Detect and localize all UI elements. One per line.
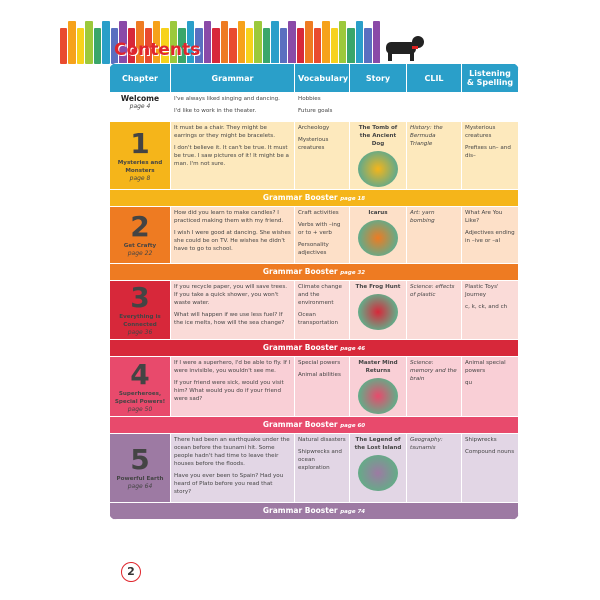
book — [246, 28, 253, 64]
story-illustration — [358, 455, 398, 491]
book — [85, 21, 92, 64]
book — [339, 21, 346, 64]
text-line: Shipwrecks — [465, 437, 497, 443]
text-line: Archeology — [298, 125, 330, 131]
text-line: There had been an earthquake under the ocean before the tsunami hit. Some people hadn't had time to leave their houses before the floods. — [174, 437, 290, 467]
text-line: Animal special powers — [465, 360, 506, 374]
story-title: The Tomb of the Ancient Dog — [358, 125, 398, 147]
story-title: The Legend of the Lost Island — [354, 437, 402, 451]
text-line: I don't believe it. It can't be true. It must be true. I saw pictures of it! It might be a man. I'm not sure. — [174, 145, 289, 167]
story-illustration — [358, 220, 398, 256]
book — [280, 28, 287, 64]
chapter-page: page 64 — [127, 483, 153, 490]
book — [254, 21, 261, 64]
chapter-name: Powerful Earth — [116, 476, 164, 482]
welcome-row — [110, 93, 519, 122]
chapter-number: 5 — [130, 443, 150, 476]
text-line: Shipwrecks and ocean exploration — [298, 449, 342, 471]
book — [305, 21, 312, 64]
booster-page: page 18 — [340, 195, 366, 202]
text-line: If your friend were sick, would you visit him? What would you do if your friend were sad? — [174, 380, 284, 402]
book — [238, 21, 245, 64]
text-line: Adjectives ending in –ive or –al — [465, 230, 515, 244]
clil-topic: Geography: tsunamis — [407, 434, 462, 503]
booster-label: Grammar Booster — [262, 419, 338, 429]
chapter-name: Everything is Connected — [119, 314, 161, 328]
text-line: Future goals — [298, 108, 333, 114]
chapter-row — [110, 122, 519, 190]
text-line: I wish I were good at dancing. She wishes she could be on TV. He wishes he didn't have to go to school. — [174, 230, 291, 252]
chapter-number: 2 — [130, 210, 150, 243]
chapter-row — [110, 207, 519, 264]
grammar-booster-row — [110, 417, 519, 434]
text-line: I've always liked singing and dancing. — [174, 96, 280, 102]
column-header: Listening & Spelling — [462, 64, 519, 93]
story-illustration — [358, 294, 398, 330]
text-line: Prefixes un– and dis– — [465, 145, 511, 159]
grammar-booster-row — [110, 503, 519, 520]
book — [204, 21, 211, 64]
text-line: It must be a chair. They might be earrings or they might be bracelets. — [174, 125, 275, 139]
bookshelf-illustration — [60, 12, 380, 64]
text-line: Have you ever been to Spain? Had you heard of Plato before you read that story? — [174, 473, 284, 495]
column-header: Grammar — [171, 64, 295, 93]
text-line: Mysterious creatures — [298, 137, 329, 151]
text-line: Ocean transportation — [298, 312, 338, 326]
booster-page: page 46 — [340, 345, 366, 352]
clil-topic: Science: effects of plastic — [407, 281, 462, 340]
text-line: Hobbies — [298, 96, 321, 102]
book — [297, 28, 304, 64]
booster-label: Grammar Booster — [262, 342, 338, 352]
chapter-name: Welcome — [120, 94, 160, 103]
text-line: If you recycle paper, you will save trees. If you take a quick shower, you won't waste water. — [174, 284, 288, 306]
text-line: What will happen if we use less fuel? If the ice melts, how will the sea change? — [174, 312, 285, 326]
booster-page: page 74 — [340, 508, 366, 515]
chapter-page: page 36 — [127, 329, 153, 336]
text-line: Plastic Toys' Journey — [465, 284, 499, 298]
chapter-number: 1 — [130, 126, 150, 160]
clil-topic: Science: memory and the brain — [407, 357, 462, 417]
booster-label: Grammar Booster — [262, 266, 338, 276]
text-line: Climate change and the environment — [298, 284, 342, 306]
text-line: Natural disasters — [298, 437, 346, 443]
text-line: If I were a superhero, I'd be able to fly. If I were invisible, you wouldn't see me. — [174, 360, 291, 374]
book — [68, 21, 75, 64]
grammar-booster-row — [110, 340, 519, 357]
page-title: Contents — [114, 40, 201, 60]
text-line: Personality adjectives — [298, 242, 329, 256]
chapter-row — [110, 281, 519, 340]
text-line: What Are You Like? — [465, 210, 503, 224]
chapter-row — [110, 434, 519, 503]
chapter-number: 4 — [130, 357, 150, 391]
book — [263, 28, 270, 64]
book — [364, 28, 371, 64]
book — [314, 28, 321, 64]
chapter-page: page 22 — [127, 250, 153, 257]
grammar-booster-row — [110, 190, 519, 207]
book — [60, 28, 67, 64]
chapter-page: page 8 — [129, 174, 151, 182]
text-line: How did you learn to make candles? I practiced making them with my friend. — [174, 210, 284, 224]
text-line: Verbs with –ing or to + verb — [298, 222, 341, 236]
story-illustration — [358, 151, 398, 187]
booster-label: Grammar Booster — [262, 192, 338, 202]
text-line: qu — [465, 380, 473, 386]
text-line: c, k, ck, and ch — [465, 304, 508, 310]
book — [94, 28, 101, 64]
book — [77, 28, 84, 64]
chapter-number: 3 — [130, 281, 150, 314]
text-line: Mysterious creatures — [465, 125, 496, 139]
text-line: Special powers — [298, 360, 341, 366]
book — [102, 21, 109, 64]
book — [356, 21, 363, 64]
book — [331, 28, 338, 64]
chapter-name: Get Crafty — [123, 243, 157, 249]
book — [322, 21, 329, 64]
booster-label: Grammar Booster — [262, 505, 338, 515]
clil-topic: Art: yarn bombing — [407, 207, 462, 264]
column-header: CLIL — [407, 64, 462, 93]
booster-page: page 32 — [340, 269, 366, 276]
book — [347, 28, 354, 64]
text-line: Craft activities — [298, 210, 339, 216]
booster-page: page 60 — [340, 422, 366, 429]
column-header: Story — [350, 64, 407, 93]
story-illustration — [358, 378, 398, 414]
story-title: Master Mind Returns — [358, 360, 398, 374]
dog-illustration — [378, 34, 428, 62]
clil-topic: History: the Bermuda Triangle — [407, 122, 462, 190]
grammar-booster-row — [110, 264, 519, 281]
contents-table — [109, 63, 519, 520]
book — [229, 28, 236, 64]
text-line: I'd like to work in the theater. — [174, 108, 257, 114]
text-line: Animal abilities — [298, 372, 341, 378]
chapter-name: Mysteries and Monsters — [117, 159, 163, 174]
chapter-page: page 4 — [129, 103, 151, 110]
text-line: Compound nouns — [465, 449, 515, 455]
book — [271, 21, 278, 64]
chapter-name: Superheroes, Special Powers! — [114, 390, 166, 405]
book — [212, 28, 219, 64]
book — [288, 21, 295, 64]
column-header: Chapter — [110, 64, 171, 93]
column-header: Vocabulary — [295, 64, 350, 93]
story-title: The Frog Hunt — [355, 284, 401, 290]
chapter-row — [110, 357, 519, 417]
story-title: Icarus — [368, 210, 388, 216]
book — [221, 21, 228, 64]
page-number: 2 — [121, 562, 141, 582]
chapter-page: page 50 — [127, 405, 153, 413]
